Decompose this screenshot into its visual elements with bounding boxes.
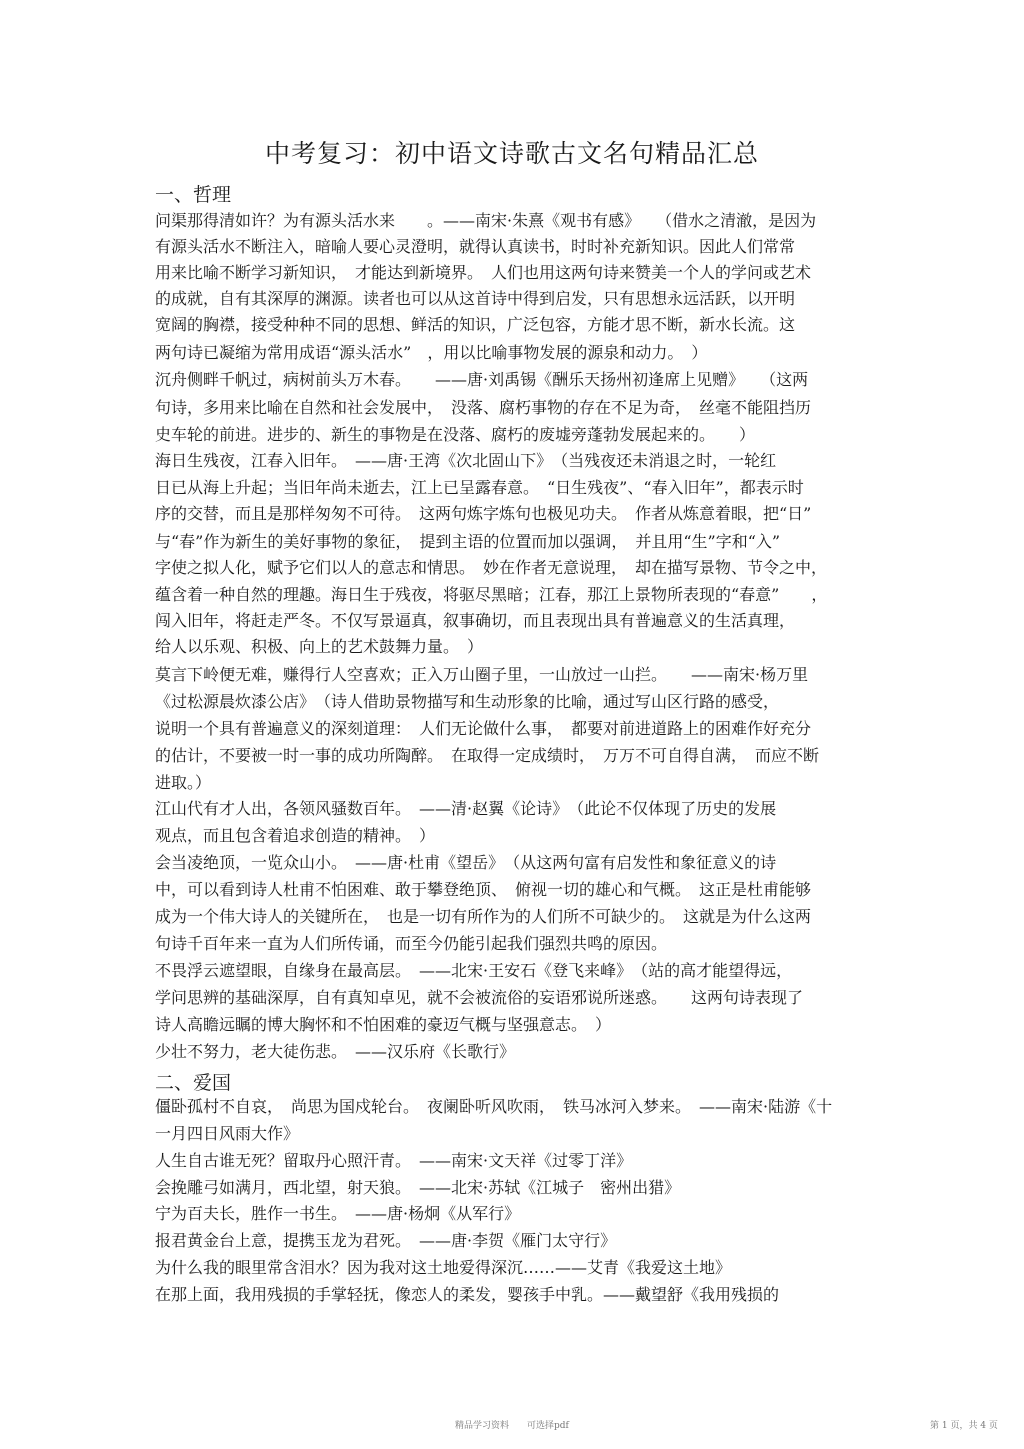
text-line: 沉舟侧畔千帆过，病树前头万木春。 ——唐·刘禹锡《酬乐天扬州初逢席上见赠》 （这两: [155, 370, 809, 389]
text-line: 莫言下岭便无难，赚得行人空喜欢；正入万山圈子里，一山放过一山拦。 ——南宋·杨万里: [155, 665, 809, 684]
text-line: 诗人高瞻远瞩的博大胸怀和不怕困难的豪迈气概与坚强意志。 ）: [155, 1015, 612, 1034]
text-line: 给人以乐观、积极、向上的艺术鼓舞力量。 ）: [155, 637, 484, 656]
text-line: 一月四日风雨大作》: [155, 1124, 300, 1143]
text-line: 进取。）: [155, 773, 212, 792]
text-line: 中，可以看到诗人杜甫不怕困难、敢于攀登绝顶、 俯视一切的雄心和气概。 这正是杜甫能够: [155, 880, 812, 899]
section-heading: 二、爱国: [155, 1072, 232, 1094]
text-line: 会挽雕弓如满月，西北望，射天狼。 ——北宋·苏轼《江城子 密州出猎》: [155, 1178, 681, 1197]
text-line: 为什么我的眼里常含泪水？因为我对这土地爱得深沉……——艾青《我爱这土地》: [155, 1258, 732, 1277]
text-line: 问渠那得清如许？为有源头活水来 。——南宋·朱熹《观书有感》 （借水之清澈，是因为: [155, 211, 817, 230]
text-line: 两句诗已凝缩为常用成语“源头活水” ，用以比喻事物发展的源泉和动力。 ）: [155, 343, 708, 362]
page-title: 中考复习：初中语文诗歌古文名句精品汇总: [264, 139, 759, 168]
section-heading: 一、哲理: [155, 184, 232, 206]
text-line: 闯入旧年，将赶走严冬。不仅写景逼真，叙事确切，而且表现出具有普遍意义的生活真理，: [155, 611, 796, 630]
page-number: 第 1 页，共 4 页: [930, 1421, 998, 1431]
text-line: 会当凌绝顶，一览众山小。 ——唐·杜甫《望岳》 （从这两句富有启发性和象征意义的诗: [155, 853, 777, 872]
text-line: 海日生残夜，江春入旧年。 ——唐·王湾《次北固山下》 （当残夜还未消退之时，一轮红: [155, 451, 777, 470]
text-line: 的成就，自有其深厚的渊源。读者也可以从这首诗中得到启发，只有思想永远活跃，以开明: [155, 289, 796, 308]
text-line: 与“春”作为新生的美好事物的象征， 提到主语的位置而加以强调， 并且用“生”字和“入”: [155, 532, 781, 551]
text-line: 序的交替，而且是那样匆匆不可待。 这两句炼字炼句也极见功夫。 作者从炼意着眼，把“日”: [155, 504, 812, 523]
footer-note: 精品学习资料 可选择pdf: [455, 1421, 569, 1431]
text-line: 《过松源晨炊漆公店》 （诗人借助景物描写和生动形象的比喻，通过写山区行路的感受，: [155, 692, 780, 711]
text-line: 僵卧孤村不自哀， 尚思为国戍轮台。 夜阑卧听风吹雨， 铁马冰河入梦来。 ——南宋·陆游《十: [155, 1097, 833, 1116]
text-line: 不畏浮云遮望眼，自缘身在最高层。 ——北宋·王安石《登飞来峰》 （站的高才能望得远，: [155, 961, 793, 980]
text-line: 学问思辨的基础深厚，自有真知卓见，就不会被流俗的妄语邪说所迷惑。 这两句诗表现了: [155, 988, 804, 1007]
text-line: 观点，而且包含着追求创造的精神。 ）: [155, 826, 436, 845]
text-line: 蕴含着一种自然的理趣。海日生于残夜，将驱尽黑暗；江春，那江上景物所表现的“春意” ，: [155, 585, 828, 604]
text-line: 用来比喻不断学习新知识， 才能达到新境界。 人们也用这两句诗来赞美一个人的学问或艺术: [155, 263, 812, 282]
text-line: 江山代有才人出，各领风骚数百年。 ——清·赵翼《论诗》 （此论不仅体现了历史的发展: [155, 799, 777, 818]
text-line: 史车轮的前进。进步的、新生的事物是在没落、腐朽的废墟旁蓬勃发展起来的。 ）: [155, 425, 756, 444]
text-line: 有源头活水不断注入，暗喻人要心灵澄明，就得认真读书，时时补充新知识。因此人们常常: [155, 237, 796, 256]
text-line: 宽阔的胸襟，接受种种不同的思想、鲜活的知识，广泛包容，方能才思不断，新水长流。这: [155, 315, 796, 334]
text-line: 少壮不努力，老大徒伤悲。 ——汉乐府《长歌行》: [155, 1042, 516, 1061]
text-line: 报君黄金台上意，提携玉龙为君死。 ——唐·李贺《雁门太守行》: [155, 1231, 617, 1250]
text-line: 的估计，不要被一时一事的成功所陶醉。 在取得一定成绩时， 万万不可自得自满， 而应不断: [155, 746, 820, 765]
text-line: 字使之拟人化，赋予它们以人的意志和情思。 妙在作者无意说理， 却在描写景物、节令之中，: [155, 558, 828, 577]
text-line: 成为一个伟大诗人的关键所在， 也是一切有所作为的人们所不可缺少的。 这就是为什么这两: [155, 907, 812, 926]
text-line: 在那上面，我用残损的手掌轻抚，像恋人的柔发，婴孩手中乳。——戴望舒《我用残损的: [155, 1285, 780, 1304]
text-line: 日已从海上升起；当旧年尚未逝去，江上已呈露春意。 “日生残夜”、“春入旧年”，都表示时: [155, 478, 804, 497]
text-line: 人生自古谁无死？留取丹心照汗青。 ——南宋·文天祥《过零丁洋》: [155, 1151, 633, 1170]
text-line: 句诗，多用来比喻在自然和社会发展中， 没落、腐朽事物的存在不足为奇， 丝毫不能阻挡历: [155, 398, 812, 417]
text-line: 说明一个具有普遍意义的深刻道理： 人们无论做什么事， 都要对前进道路上的困难作好充分: [155, 719, 812, 738]
text-line: 宁为百夫长，胜作一书生。 ——唐·杨炯《从军行》: [155, 1204, 521, 1223]
text-line: 句诗千百年来一直为人们所传诵，而至今仍能引起我们强烈共鸣的原因。: [155, 934, 668, 953]
